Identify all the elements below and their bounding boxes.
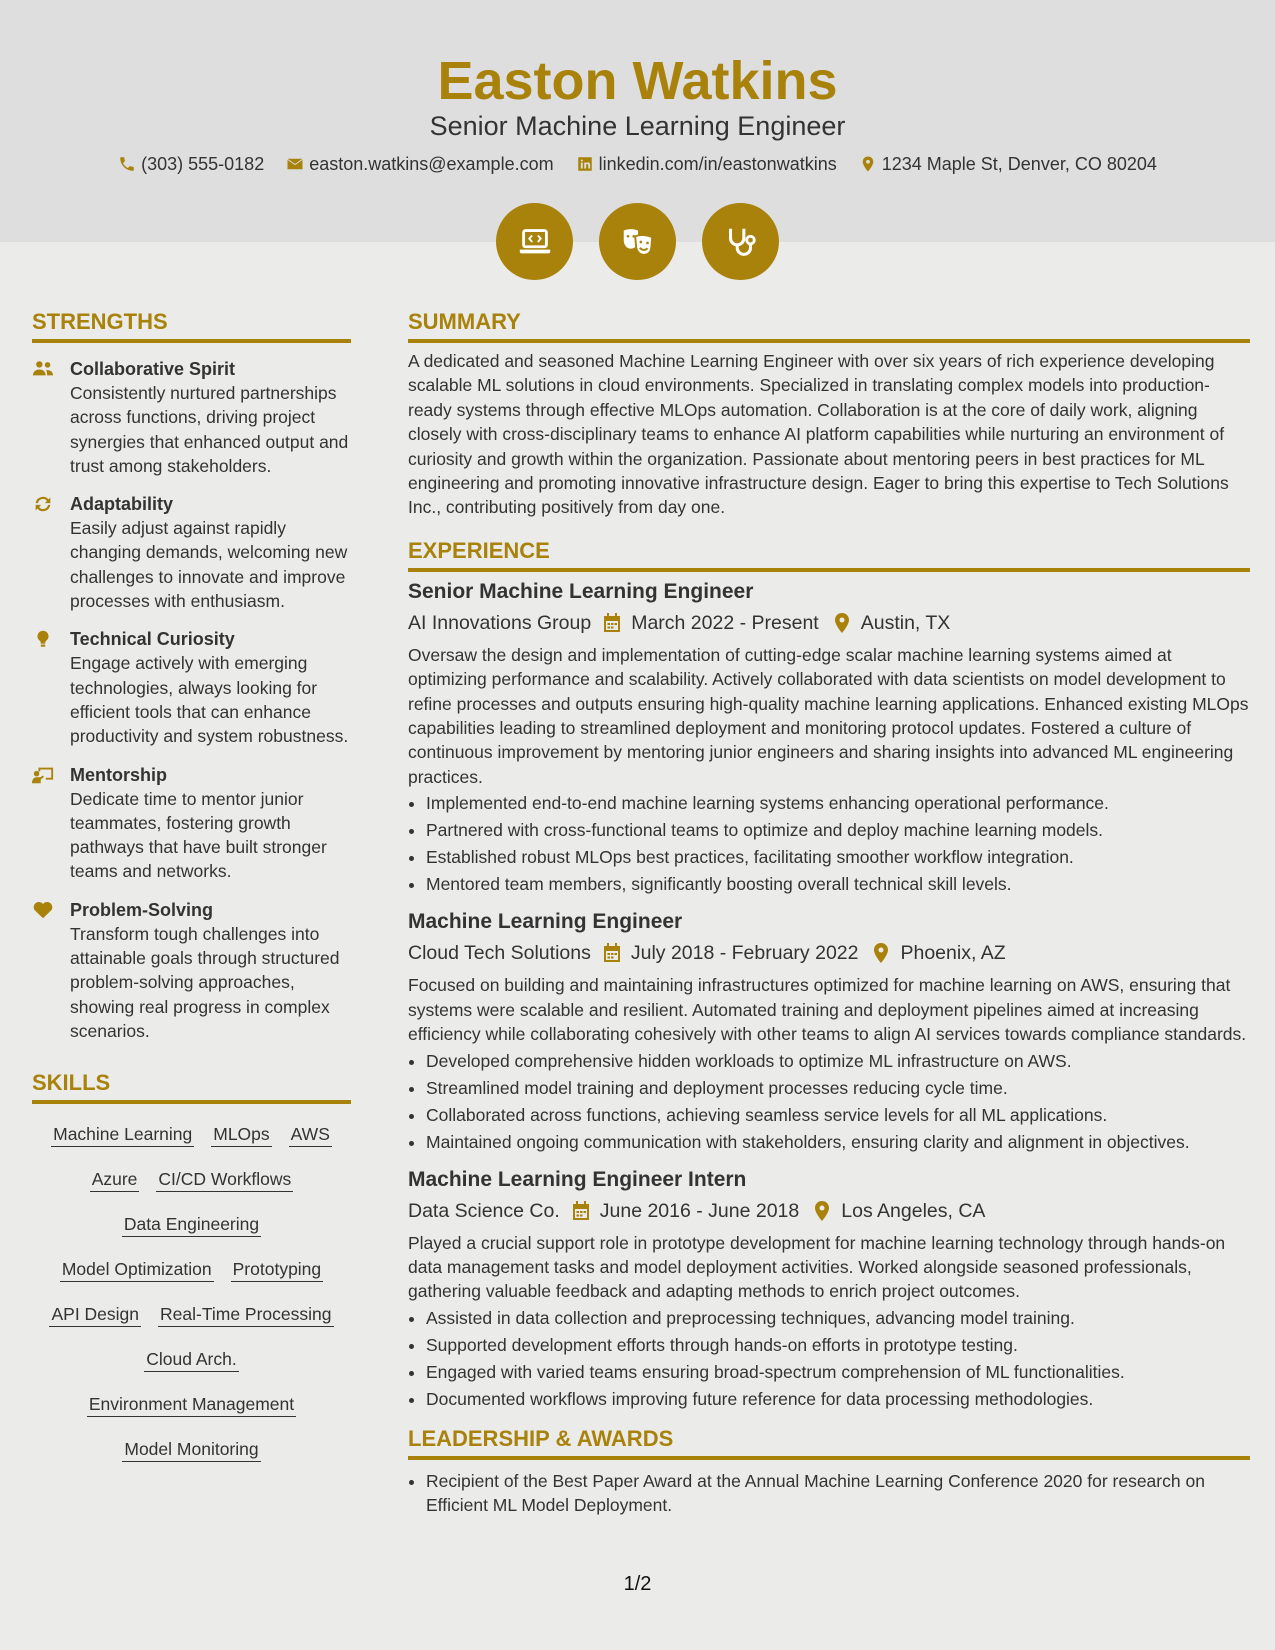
phone-text: (303) 555-0182 <box>141 154 265 174</box>
interest-circle-theater <box>599 203 676 280</box>
list-item: • Supported development efforts through hands-on efforts in prototype testing. <box>426 1333 1250 1357</box>
skill-tag: MLOps <box>211 1123 271 1147</box>
strength-name: Adaptability <box>70 494 174 515</box>
job-meta <box>408 1197 1250 1225</box>
strength-item <box>32 492 351 613</box>
skill-tag: Model Monitoring <box>122 1438 260 1462</box>
envelope-icon <box>286 155 304 173</box>
calendar-icon <box>572 1201 590 1221</box>
job-bullets <box>408 1049 1250 1154</box>
map-marker-icon <box>813 1201 831 1221</box>
lightbulb-icon <box>32 629 54 649</box>
map-marker-icon <box>859 155 877 173</box>
awards-list <box>408 1469 1250 1517</box>
strength-desc: Easily adjust against rapidly changing demands, welcoming new challenges to innovate and improve processes with enthusiasm. <box>70 518 348 612</box>
candidate-title: Senior Machine Learning Engineer <box>429 111 846 141</box>
job-location: Austin, TX <box>860 611 951 634</box>
summary-text: A dedicated and seasoned Machine Learning Engineer with over six years of rich experience developing scalable ML solutions in cloud environments. Specialized in translating complex models into production-ready systems through effective MLOps automation. Collaboration is at the core of daily work, aligning closely with cross-disciplinary teams to enhance AI platform capabilities while nurturing an environment of curiosity and growth within the organization. Passionate about mentoring peers in best practices for ML engineering and promoting innovative infrastructure design. Eager to bring this expertise to Tech Solutions Inc., contributing positively from day one. <box>408 351 1229 518</box>
strength-name: Mentorship <box>70 764 167 785</box>
interest-circle-medical <box>702 203 779 280</box>
chalkboard-teacher-icon <box>32 765 54 785</box>
strength-desc: Engage actively with emerging technologies, always looking for efficient tools that can enhance productivity and system robustness. <box>70 653 349 747</box>
list-item: • Documented workflows improving future reference for data processing methodologies. <box>426 1387 1250 1411</box>
linkedin-text: linkedin.com/in/eastonwatkins <box>598 154 837 174</box>
skill-tag: Azure <box>90 1168 140 1192</box>
list-item: • Engaged with varied teams ensuring broad-spectrum comprehension of ML functionalities. <box>426 1360 1250 1384</box>
list-item: • Assisted in data collection and preprocessing techniques, advancing model training. <box>426 1306 1250 1330</box>
users-icon <box>32 359 54 379</box>
list-item: • Partnered with cross-functional teams to optimize and deploy machine learning models. <box>426 818 1250 842</box>
skill-tag: AWS <box>289 1123 332 1147</box>
job-dates: June 2016 - June 2018 <box>599 1199 800 1222</box>
calendar-icon <box>603 613 621 633</box>
list-item: • Recipient of the Best Paper Award at the Annual Machine Learning Conference 2020 for research on Efficient ML Model Deployment. <box>426 1469 1250 1517</box>
leadership-heading: LEADERSHIP & AWARDS <box>408 1425 1250 1460</box>
summary-heading: SUMMARY <box>408 308 1250 343</box>
job-entry <box>408 1166 1250 1411</box>
strength-name: Problem-Solving <box>70 899 214 920</box>
email-text: easton.watkins@example.com <box>309 154 554 174</box>
candidate-name: Easton Watkins <box>437 51 838 111</box>
job-company: Cloud Tech Solutions <box>408 942 591 965</box>
skills-list <box>32 1123 351 1462</box>
theater-masks-icon <box>619 223 657 261</box>
job-meta <box>408 609 1250 637</box>
skill-tag: Cloud Arch. <box>144 1348 238 1372</box>
job-title: Machine Learning Engineer Intern <box>408 1167 747 1191</box>
map-marker-icon <box>833 613 851 633</box>
list-item: • Developed comprehensive hidden workloads to optimize ML infrastructure on AWS. <box>426 1049 1250 1073</box>
contact-phone[interactable] <box>118 151 264 177</box>
job-title: Senior Machine Learning Engineer <box>408 579 754 603</box>
skill-tag: API Design <box>49 1303 141 1327</box>
skill-tag: Model Optimization <box>60 1258 214 1282</box>
skill-tag: Data Engineering <box>122 1213 261 1237</box>
phone-icon <box>118 155 136 173</box>
strengths-heading: STRENGTHS <box>32 308 351 343</box>
job-location: Phoenix, AZ <box>900 942 1006 965</box>
job-description: Played a crucial support role in prototype development for machine learning technology through hands-on data management tasks and model deployment activities. Worked alongside seasoned professionals, gathering valuable feedback and adapting methods to enrich project outcomes. <box>408 1232 1226 1302</box>
strength-item <box>32 898 351 1043</box>
sync-icon <box>32 494 54 514</box>
skills-heading: SKILLS <box>32 1069 351 1104</box>
strength-item <box>32 763 351 884</box>
right-column <box>408 308 1250 1517</box>
job-dates: March 2022 - Present <box>631 611 819 634</box>
strength-desc: Consistently nurtured partnerships across functions, driving project synergies that enhanced output and trust among stakeholders. <box>70 383 349 476</box>
stethoscope-icon <box>722 223 760 261</box>
skill-tag: Environment Management <box>87 1393 296 1417</box>
job-bullets <box>408 791 1250 896</box>
skill-tag: CI/CD Workflows <box>156 1168 293 1192</box>
skill-tag: Prototyping <box>231 1258 324 1282</box>
list-item: • Maintained ongoing communication with stakeholders, ensuring clarity and alignment in objectives. <box>426 1130 1250 1154</box>
strength-name: Collaborative Spirit <box>70 359 236 379</box>
contact-email[interactable] <box>286 151 553 177</box>
list-item: • Mentored team members, significantly boosting overall technical skill levels. <box>426 872 1250 896</box>
list-item: • Established robust MLOps best practices, facilitating smoother workflow integration. <box>426 845 1250 869</box>
job-meta <box>408 939 1250 967</box>
job-entry <box>408 578 1250 896</box>
job-entry <box>408 908 1250 1153</box>
strength-desc: Dedicate time to mentor junior teammates, fostering growth pathways that have built stronger teams and networks. <box>70 788 327 882</box>
strength-name: Technical Curiosity <box>70 629 235 650</box>
skill-tag: Real-Time Processing <box>158 1303 334 1327</box>
strength-desc: Transform tough challenges into attainable goals through structured problem-solving approaches, showing real progress in complex scenarios. <box>70 923 340 1041</box>
contact-linkedin[interactable] <box>576 151 837 177</box>
linkedin-icon <box>576 155 594 173</box>
job-bullets <box>408 1306 1250 1411</box>
heart-icon <box>32 900 54 920</box>
address-text: 1234 Maple St, Denver, CO 80204 <box>881 154 1157 174</box>
job-company: Data Science Co. <box>408 1199 560 1222</box>
contact-address <box>859 151 1157 177</box>
strength-item <box>32 357 351 478</box>
job-location: Los Angeles, CA <box>841 1199 986 1222</box>
job-dates: July 2018 - February 2022 <box>630 942 859 965</box>
interest-icons <box>0 203 1275 280</box>
job-description: Focused on building and maintaining infrastructures optimized for machine learning on AWS, ensuring that systems were scalable and resilient. Automated training and deployment pipelines aimed at increasing efficiency while collaborating cohesively with other teams to align AI services towards compliance standards. <box>408 975 1247 1045</box>
list-item: • Implemented end-to-end machine learning systems enhancing operational performance. <box>426 791 1250 815</box>
laptop-code-icon <box>516 223 554 261</box>
list-item: • Streamlined model training and deployment processes reducing cycle time. <box>426 1076 1250 1100</box>
job-title: Machine Learning Engineer <box>408 910 683 934</box>
job-description: Oversaw the design and implementation of cutting-edge scalar machine learning systems aimed at optimizing performance and scalability. Actively collaborated with data scientists on model development to refine processes and outputs ensuring high-quality machine learning applications. Enhanced existing MLOps capabilities leading to streamlined deployment and monitoring protocol updates. Fostered a culture of continuous improvement by mentoring junior engineers and sharing insights into advanced ML engineering practices. <box>408 644 1249 787</box>
list-item: • Collaborated across functions, achieving seamless service levels for all ML applications. <box>426 1103 1250 1127</box>
interest-circle-tech <box>496 203 573 280</box>
experience-heading: EXPERIENCE <box>408 537 1250 572</box>
page-number: 1/2 <box>623 1573 652 1595</box>
calendar-icon <box>603 943 621 963</box>
strength-item <box>32 627 351 748</box>
left-column <box>32 308 351 1462</box>
map-marker-icon <box>872 943 890 963</box>
skill-tag: Machine Learning <box>51 1123 194 1147</box>
contact-bar <box>0 151 1275 177</box>
job-company: AI Innovations Group <box>408 611 592 634</box>
